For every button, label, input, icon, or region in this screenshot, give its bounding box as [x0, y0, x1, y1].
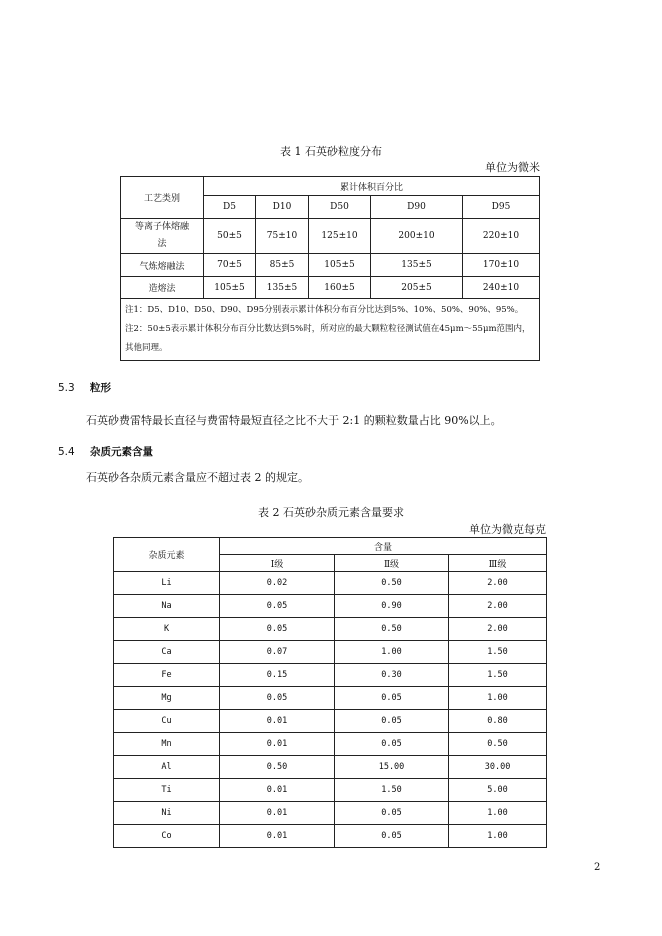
value-cell: 0.01 [220, 825, 335, 848]
table1-unit: 单位为微米 [485, 161, 540, 174]
value-cell: 30.00 [449, 756, 547, 779]
table-row [121, 219, 540, 254]
value-cell: 0.50 [335, 572, 449, 595]
grade-header: Ⅰ级 [220, 555, 335, 572]
element-header: 杂质元素 [114, 538, 220, 572]
value-cell: 1.50 [449, 641, 547, 664]
section-5-4-heading [58, 444, 153, 459]
value-cell: 0.05 [335, 825, 449, 848]
element-cell: Mg [114, 687, 220, 710]
value-cell: 1.00 [449, 802, 547, 825]
value-cell: 85±5 [256, 254, 309, 277]
value-cell: 0.50 [449, 733, 547, 756]
table-row [114, 687, 547, 710]
value-cell: 5.00 [449, 779, 547, 802]
table-row [121, 277, 540, 299]
grade-header: Ⅲ级 [449, 555, 547, 572]
table-row [114, 733, 547, 756]
element-cell: Na [114, 595, 220, 618]
impurity-content-table [113, 537, 547, 848]
col-header: D95 [463, 196, 540, 219]
value-cell: 135±5 [256, 277, 309, 299]
col-header: D50 [309, 196, 371, 219]
table2-unit: 单位为微克每克 [469, 523, 546, 536]
value-cell: 125±10 [309, 219, 371, 254]
value-cell: 0.50 [335, 618, 449, 641]
value-cell: 0.05 [220, 595, 335, 618]
section-number: 5.3 [58, 382, 75, 394]
value-cell: 0.05 [220, 618, 335, 641]
col-header: D5 [204, 196, 256, 219]
value-cell: 0.01 [220, 779, 335, 802]
value-cell: 0.05 [335, 687, 449, 710]
value-cell: 0.07 [220, 641, 335, 664]
value-cell: 0.80 [449, 710, 547, 733]
table-notes [121, 299, 540, 361]
table-row [114, 641, 547, 664]
element-cell: Cu [114, 710, 220, 733]
value-cell: 0.01 [220, 802, 335, 825]
value-cell: 0.01 [220, 733, 335, 756]
section-title: 粒形 [90, 382, 111, 394]
value-cell: 0.05 [335, 710, 449, 733]
value-cell: 0.01 [220, 710, 335, 733]
value-cell: 1.00 [449, 687, 547, 710]
grade-header: Ⅱ级 [335, 555, 449, 572]
process-cell: 气炼熔融法 [121, 254, 204, 277]
content-header: 含量 [220, 538, 547, 555]
section-5-3-heading [58, 380, 111, 395]
value-cell: 2.00 [449, 595, 547, 618]
value-cell: 0.30 [335, 664, 449, 687]
element-cell: Fe [114, 664, 220, 687]
value-cell: 0.02 [220, 572, 335, 595]
note-2: 注2：50±5表示累计体积分布百分比数达到5%时，所对应的最大颗粒粒径测试值在45μm～55μm范围内，其他同理。 [125, 324, 531, 353]
table-row [114, 710, 547, 733]
element-cell: Mn [114, 733, 220, 756]
table1-caption: 表 1 石英砂粒度分布 [280, 145, 382, 158]
element-cell: Ca [114, 641, 220, 664]
value-cell: 0.05 [335, 802, 449, 825]
table-row [121, 254, 540, 277]
table-row [114, 779, 547, 802]
process-cell: 造熔法 [121, 277, 204, 299]
section-5-4-text: 石英砂各杂质元素含量应不超过表 2 的规定。 [86, 471, 309, 484]
value-cell: 0.15 [220, 664, 335, 687]
element-cell: Al [114, 756, 220, 779]
table-row [114, 572, 547, 595]
element-cell: Ni [114, 802, 220, 825]
value-cell: 220±10 [463, 219, 540, 254]
col-header: D10 [256, 196, 309, 219]
table-row [114, 825, 547, 848]
value-cell: 0.05 [335, 733, 449, 756]
value-cell: 0.50 [220, 756, 335, 779]
table-row [114, 664, 547, 687]
value-cell: 205±5 [371, 277, 463, 299]
value-cell: 2.00 [449, 572, 547, 595]
note-1: 注1：D5、D10、D50、D90、D95分别表示累计体积分布百分比达到5%、10%、50%、90%、95%。 [125, 305, 524, 315]
value-cell: 1.00 [449, 825, 547, 848]
value-cell: 70±5 [204, 254, 256, 277]
process-cell: 等离子体熔融法 [121, 219, 204, 254]
section-number: 5.4 [58, 446, 75, 458]
element-cell: Li [114, 572, 220, 595]
value-cell: 160±5 [309, 277, 371, 299]
table2-caption: 表 2 石英砂杂质元素含量要求 [258, 506, 404, 519]
value-cell: 2.00 [449, 618, 547, 641]
element-cell: Co [114, 825, 220, 848]
value-cell: 1.00 [335, 641, 449, 664]
table-row [114, 756, 547, 779]
col-header: D90 [371, 196, 463, 219]
element-cell: Ti [114, 779, 220, 802]
particle-size-table [120, 176, 540, 361]
section-title: 杂质元素含量 [90, 446, 153, 458]
value-cell: 105±5 [309, 254, 371, 277]
table-row [114, 802, 547, 825]
element-cell: K [114, 618, 220, 641]
value-cell: 135±5 [371, 254, 463, 277]
page-number: 2 [594, 862, 601, 873]
value-cell: 105±5 [204, 277, 256, 299]
table-row [114, 618, 547, 641]
value-cell: 1.50 [335, 779, 449, 802]
value-cell: 0.05 [220, 687, 335, 710]
cumulative-volume-header: 累计体积百分比 [204, 177, 540, 196]
value-cell: 75±10 [256, 219, 309, 254]
table-row [114, 595, 547, 618]
process-header: 工艺类别 [121, 177, 204, 219]
value-cell: 0.90 [335, 595, 449, 618]
value-cell: 15.00 [335, 756, 449, 779]
value-cell: 240±10 [463, 277, 540, 299]
section-5-3-text: 石英砂费雷特最长直径与费雷特最短直径之比不大于 2:1 的颗粒数量占比 90%以上。 [86, 414, 502, 427]
value-cell: 1.50 [449, 664, 547, 687]
value-cell: 200±10 [371, 219, 463, 254]
value-cell: 50±5 [204, 219, 256, 254]
value-cell: 170±10 [463, 254, 540, 277]
